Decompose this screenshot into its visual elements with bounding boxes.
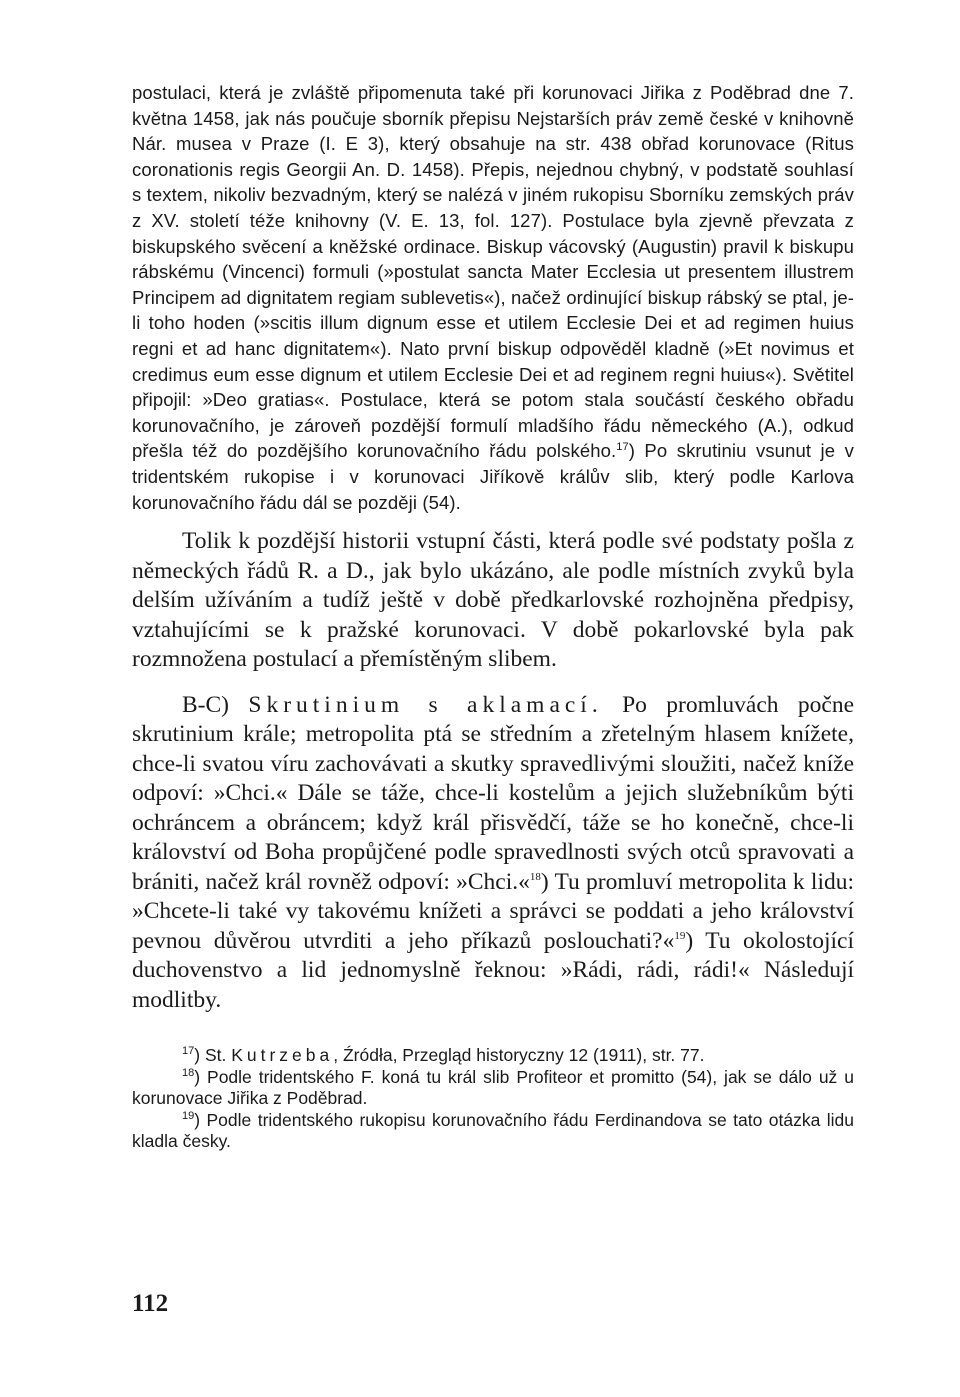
footnote-text: , Źródła, Przegląd historyczny 12 (1911), str. 77. bbox=[333, 1045, 705, 1066]
footnote-19 bbox=[132, 1110, 854, 1153]
footnotes bbox=[132, 1045, 854, 1153]
footnote-number: 17 bbox=[182, 1045, 195, 1058]
paragraph-text-tail: ) Po skrutiniu vsunut je v tridentském rukopise i v korunovaci Jiříkově králův slib, který podle Karlova korunovačního řádu dál se později (54). bbox=[132, 440, 854, 513]
footnote-ref-17[interactable]: 17 bbox=[616, 441, 629, 454]
section-heading: Skrutinium s aklamací. bbox=[248, 691, 603, 718]
paragraph-skrutinium bbox=[132, 691, 854, 1016]
paragraph-text: ) Tu promluví metropolita k lidu: »Chcete-li také vy takovému knížeti a správci se poddati a jeho království pevnou důvěrou utvrditi a jeho příkazů poslouchati?« bbox=[132, 868, 854, 954]
footnote-number: 18 bbox=[182, 1066, 195, 1079]
footnote-number: 19 bbox=[182, 1109, 195, 1122]
footnote-18 bbox=[132, 1067, 854, 1110]
paragraph-postulace bbox=[132, 80, 854, 515]
paragraph-text: Po promluvách počne skrutinium krále; metropolita ptá se středním a zřetelným hlasem knížete, chce-li svatou víru zachovávati a skutky spravedlivými sloužiti, načež kníže odpoví: »Chci.« Dále se táže, chce-li kostelům a jejich služebníkům býti ochráncem a obráncem; když král přisvědčí, táže se ho konečně, chce-li království od Boha propůjčené podle spravedlnosti svých otců spravovati a brániti, načež král rovněž odpoví: »Chci.« bbox=[132, 691, 855, 895]
footnote-ref-19[interactable]: 19 bbox=[674, 929, 686, 942]
footnote-text: ) Podle tridentského F. koná tu král slib Profiteor et promitto (54), jak se dálo už u korunovace Jiřika z Poděbrad. bbox=[132, 1066, 854, 1109]
footnote-author: Kutrzeba bbox=[231, 1045, 334, 1066]
paragraph-text: Tolik k pozdější historii vstupní části, která podle své podstaty pošla z německých řádů R. a D., jak bylo ukázáno, ale podle místních zvyků byla delším užíváním a tudíž ještě v době předkarlovské rozhojněna předpisy, vztahujícími se k pražské korunovaci. V době pokarlovské byla pak rozmnožena postulací a přemístěným slibem. bbox=[132, 528, 854, 673]
paragraph-text: postulaci, která je zvláště připomenuta také při korunovaci Jiřika z Poděbrad dne 7. května 1458, jak nás poučuje sborník přepisu Nejstarších práv země české v knihovně Nár. musea v Praze (I. E 3), který obsahuje na str. 438 obřad korunovace (Ritus coronationis regis Georgii An. D. 1458). Přepis, nejednou chybný, v podstatě souhlasí s textem, nikoliv bezvadným, který se nalézá v jiném rukopisu Sborníku zemských práv z XV. století téže knihovny (V. E. 13, fol. 127). Postulace byla zjevně převzata z biskupského svěcení a kněžské ordinace. Biskup vácovský (Augustin) pravil k biskupu rábskému (Vincenci) formuli (»postulat sancta Mater Ecclesia ut presentem illustrem Principem ad dignitatem regiam sublevetis«), načež ordinující biskup rábský se ptal, je-li toho hoden (»scitis illum dignum esse et utilem Ecclesie Dei et ad regimen huius regni et ad hanc dignitatem«). Nato první biskup odpověděl kladně (»Et novimus et credimus eum esse dignum et utilem Ecclesie Dei et ad reginem regni huius«). Světitel připojil: »Deo gratias«. Postulace, která se potom stala součástí českého obřadu korunovačního, je zároveň pozdější formulí mladšího řádu německého (A.), odkud přešla též do pozdějšího korunovačního řádu polského. bbox=[132, 82, 854, 462]
page-number: 112 bbox=[132, 1290, 169, 1317]
footnote-text: ) Podle tridentského rukopisu korunovačního řádu Ferdinandova se tato otázka lidu kladla česky. bbox=[132, 1109, 854, 1152]
paragraph-history bbox=[132, 527, 854, 675]
paragraph-text: ) Tu okolostojící duchovenstvo a lid jednomyslně řeknou: »Rádi, rádi, rádi!« Následují modlitby. bbox=[132, 927, 854, 1013]
footnote-17 bbox=[132, 1045, 854, 1067]
footnote-ref-18[interactable]: 18 bbox=[529, 870, 541, 883]
footnote-text: ) St. bbox=[194, 1045, 232, 1066]
section-label: B-C) bbox=[182, 691, 249, 718]
page-body bbox=[132, 80, 854, 1153]
